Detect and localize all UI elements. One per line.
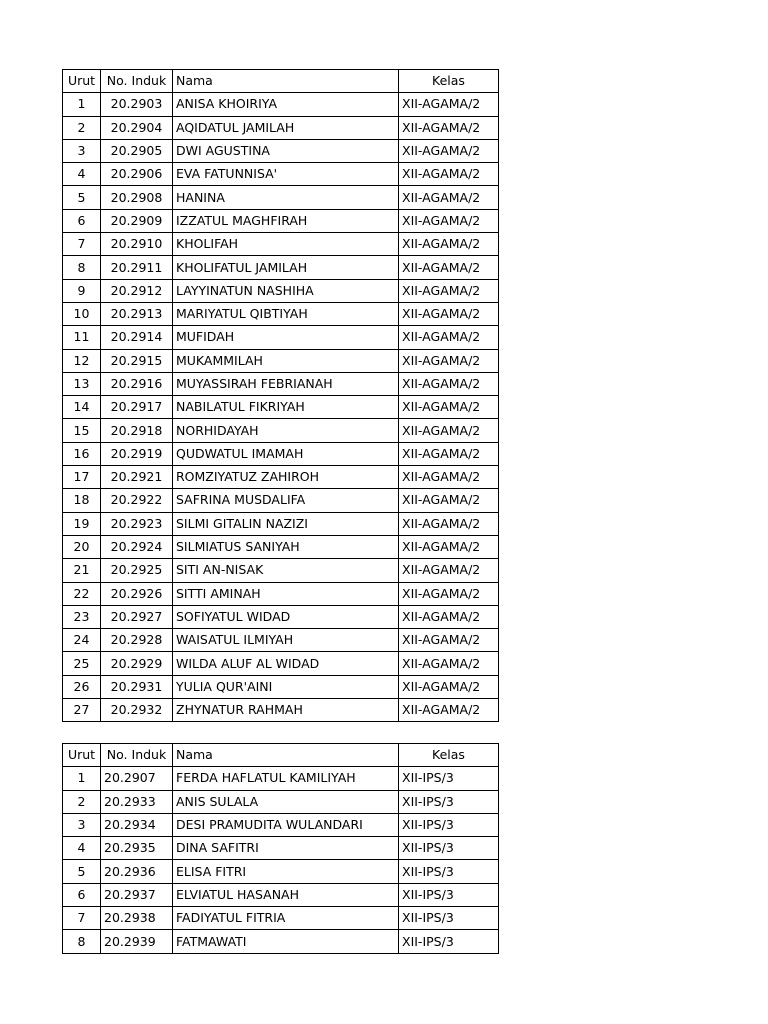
cell-urut: 7 <box>63 907 101 930</box>
cell-no-induk: 20.2910 <box>101 233 173 256</box>
table-row <box>63 466 499 489</box>
cell-kelas: XII-AGAMA/2 <box>399 629 499 652</box>
cell-kelas: XII-IPS/3 <box>399 883 499 906</box>
cell-no-induk: 20.2925 <box>101 559 173 582</box>
table-row <box>63 372 499 395</box>
table-row <box>63 302 499 325</box>
cell-nama: YULIA QUR'AINI <box>173 675 399 698</box>
cell-urut: 5 <box>63 860 101 883</box>
cell-kelas: XII-AGAMA/2 <box>399 605 499 628</box>
cell-urut: 3 <box>63 813 101 836</box>
cell-urut: 19 <box>63 512 101 535</box>
cell-kelas: XII-AGAMA/2 <box>399 93 499 116</box>
cell-no-induk: 20.2919 <box>101 442 173 465</box>
table-row <box>63 652 499 675</box>
table-row <box>63 907 499 930</box>
cell-kelas: XII-AGAMA/2 <box>399 582 499 605</box>
cell-no-induk: 20.2915 <box>101 349 173 372</box>
cell-kelas: XII-AGAMA/2 <box>399 186 499 209</box>
cell-no-induk: 20.2911 <box>101 256 173 279</box>
cell-urut: 4 <box>63 837 101 860</box>
cell-no-induk: 20.2905 <box>101 139 173 162</box>
cell-nama: NABILATUL FIKRIYAH <box>173 396 399 419</box>
cell-urut: 12 <box>63 349 101 372</box>
table-row <box>63 790 499 813</box>
cell-urut: 26 <box>63 675 101 698</box>
table-row <box>63 675 499 698</box>
table-row <box>63 489 499 512</box>
cell-no-induk: 20.2931 <box>101 675 173 698</box>
table-row <box>63 559 499 582</box>
cell-kelas: XII-AGAMA/2 <box>399 559 499 582</box>
cell-no-induk: 20.2904 <box>101 116 173 139</box>
table-row <box>63 813 499 836</box>
cell-no-induk: 20.2922 <box>101 489 173 512</box>
student-table-ips <box>62 743 499 954</box>
cell-urut: 24 <box>63 629 101 652</box>
cell-kelas: XII-AGAMA/2 <box>399 163 499 186</box>
table-row <box>63 279 499 302</box>
table-row <box>63 139 499 162</box>
cell-kelas: XII-IPS/3 <box>399 813 499 836</box>
cell-nama: IZZATUL MAGHFIRAH <box>173 209 399 232</box>
table-row <box>63 349 499 372</box>
cell-nama: ANISA KHOIRIYA <box>173 93 399 116</box>
cell-nama: WILDA ALUF AL WIDAD <box>173 652 399 675</box>
cell-nama: SITTI AMINAH <box>173 582 399 605</box>
cell-nama: SITI AN-NISAK <box>173 559 399 582</box>
cell-no-induk: 20.2916 <box>101 372 173 395</box>
cell-kelas: XII-IPS/3 <box>399 767 499 790</box>
cell-nama: FATMAWATI <box>173 930 399 953</box>
header-kelas: Kelas <box>399 70 499 93</box>
cell-no-induk: 20.2939 <box>101 930 173 953</box>
table-row <box>63 396 499 419</box>
cell-urut: 4 <box>63 163 101 186</box>
cell-no-induk: 20.2914 <box>101 326 173 349</box>
cell-kelas: XII-AGAMA/2 <box>399 442 499 465</box>
cell-nama: DWI AGUSTINA <box>173 139 399 162</box>
cell-nama: FADIYATUL FITRIA <box>173 907 399 930</box>
table-row <box>63 512 499 535</box>
cell-no-induk: 20.2927 <box>101 605 173 628</box>
table-row <box>63 116 499 139</box>
cell-nama: ANIS SULALA <box>173 790 399 813</box>
cell-urut: 1 <box>63 767 101 790</box>
cell-kelas: XII-IPS/3 <box>399 837 499 860</box>
cell-kelas: XII-AGAMA/2 <box>399 326 499 349</box>
cell-nama: MUKAMMILAH <box>173 349 399 372</box>
table-row <box>63 93 499 116</box>
cell-no-induk: 20.2924 <box>101 535 173 558</box>
cell-nama: ROMZIYATUZ ZAHIROH <box>173 466 399 489</box>
cell-no-induk: 20.2935 <box>101 837 173 860</box>
table-row <box>63 419 499 442</box>
table-row <box>63 699 499 722</box>
cell-urut: 7 <box>63 233 101 256</box>
table-row <box>63 837 499 860</box>
cell-kelas: XII-AGAMA/2 <box>399 209 499 232</box>
cell-urut: 6 <box>63 209 101 232</box>
table-header-row <box>63 70 499 93</box>
cell-no-induk: 20.2912 <box>101 279 173 302</box>
table-row <box>63 535 499 558</box>
table-row <box>63 186 499 209</box>
cell-nama: SILMI GITALIN NAZIZI <box>173 512 399 535</box>
cell-urut: 8 <box>63 256 101 279</box>
cell-kelas: XII-AGAMA/2 <box>399 535 499 558</box>
cell-urut: 21 <box>63 559 101 582</box>
cell-no-induk: 20.2934 <box>101 813 173 836</box>
cell-urut: 11 <box>63 326 101 349</box>
cell-nama: KHOLIFAH <box>173 233 399 256</box>
cell-urut: 2 <box>63 790 101 813</box>
cell-kelas: XII-AGAMA/2 <box>399 419 499 442</box>
cell-no-induk: 20.2906 <box>101 163 173 186</box>
cell-urut: 15 <box>63 419 101 442</box>
cell-urut: 17 <box>63 466 101 489</box>
table-row <box>63 233 499 256</box>
cell-no-induk: 20.2929 <box>101 652 173 675</box>
cell-kelas: XII-AGAMA/2 <box>399 256 499 279</box>
cell-no-induk: 20.2933 <box>101 790 173 813</box>
table-row <box>63 860 499 883</box>
cell-no-induk: 20.2917 <box>101 396 173 419</box>
table-row <box>63 256 499 279</box>
cell-no-induk: 20.2926 <box>101 582 173 605</box>
cell-kelas: XII-AGAMA/2 <box>399 699 499 722</box>
table-row <box>63 605 499 628</box>
cell-kelas: XII-AGAMA/2 <box>399 233 499 256</box>
header-no-induk: No. Induk <box>101 744 173 767</box>
cell-kelas: XII-IPS/3 <box>399 860 499 883</box>
cell-kelas: XII-AGAMA/2 <box>399 489 499 512</box>
table-row <box>63 326 499 349</box>
table-row <box>63 163 499 186</box>
cell-no-induk: 20.2909 <box>101 209 173 232</box>
cell-urut: 9 <box>63 279 101 302</box>
table-row <box>63 767 499 790</box>
cell-no-induk: 20.2903 <box>101 93 173 116</box>
student-table-agama <box>62 69 499 722</box>
cell-no-induk: 20.2932 <box>101 699 173 722</box>
cell-nama: DESI PRAMUDITA WULANDARI <box>173 813 399 836</box>
cell-nama: SOFIYATUL WIDAD <box>173 605 399 628</box>
cell-nama: HANINA <box>173 186 399 209</box>
cell-nama: AQIDATUL JAMILAH <box>173 116 399 139</box>
cell-urut: 13 <box>63 372 101 395</box>
cell-nama: DINA SAFITRI <box>173 837 399 860</box>
cell-no-induk: 20.2938 <box>101 907 173 930</box>
cell-nama: LAYYINATUN NASHIHA <box>173 279 399 302</box>
cell-kelas: XII-AGAMA/2 <box>399 349 499 372</box>
cell-no-induk: 20.2923 <box>101 512 173 535</box>
cell-urut: 3 <box>63 139 101 162</box>
cell-nama: SAFRINA MUSDALIFA <box>173 489 399 512</box>
cell-nama: WAISATUL ILMIYAH <box>173 629 399 652</box>
cell-urut: 22 <box>63 582 101 605</box>
cell-urut: 6 <box>63 883 101 906</box>
cell-nama: NORHIDAYAH <box>173 419 399 442</box>
header-nama: Nama <box>173 70 399 93</box>
cell-nama: MUFIDAH <box>173 326 399 349</box>
cell-nama: QUDWATUL IMAMAH <box>173 442 399 465</box>
cell-kelas: XII-IPS/3 <box>399 930 499 953</box>
cell-nama: ELISA FITRI <box>173 860 399 883</box>
header-urut: Urut <box>63 744 101 767</box>
cell-kelas: XII-IPS/3 <box>399 790 499 813</box>
cell-no-induk: 20.2928 <box>101 629 173 652</box>
cell-no-induk: 20.2907 <box>101 767 173 790</box>
cell-kelas: XII-AGAMA/2 <box>399 279 499 302</box>
table-row <box>63 442 499 465</box>
table-row <box>63 629 499 652</box>
table-row <box>63 582 499 605</box>
cell-urut: 27 <box>63 699 101 722</box>
table-row <box>63 883 499 906</box>
cell-urut: 10 <box>63 302 101 325</box>
cell-nama: ELVIATUL HASANAH <box>173 883 399 906</box>
header-nama: Nama <box>173 744 399 767</box>
cell-kelas: XII-AGAMA/2 <box>399 302 499 325</box>
cell-kelas: XII-AGAMA/2 <box>399 396 499 419</box>
cell-no-induk: 20.2921 <box>101 466 173 489</box>
cell-nama: KHOLIFATUL JAMILAH <box>173 256 399 279</box>
cell-no-induk: 20.2918 <box>101 419 173 442</box>
cell-nama: ZHYNATUR RAHMAH <box>173 699 399 722</box>
cell-kelas: XII-AGAMA/2 <box>399 652 499 675</box>
header-no-induk: No. Induk <box>101 70 173 93</box>
cell-kelas: XII-AGAMA/2 <box>399 116 499 139</box>
cell-no-induk: 20.2937 <box>101 883 173 906</box>
cell-urut: 1 <box>63 93 101 116</box>
cell-no-induk: 20.2908 <box>101 186 173 209</box>
cell-kelas: XII-AGAMA/2 <box>399 466 499 489</box>
header-kelas: Kelas <box>399 744 499 767</box>
cell-urut: 20 <box>63 535 101 558</box>
cell-urut: 2 <box>63 116 101 139</box>
cell-urut: 23 <box>63 605 101 628</box>
cell-urut: 18 <box>63 489 101 512</box>
cell-nama: MUYASSIRAH FEBRIANAH <box>173 372 399 395</box>
table-row <box>63 209 499 232</box>
cell-kelas: XII-AGAMA/2 <box>399 512 499 535</box>
cell-urut: 25 <box>63 652 101 675</box>
cell-urut: 16 <box>63 442 101 465</box>
cell-no-induk: 20.2936 <box>101 860 173 883</box>
cell-urut: 14 <box>63 396 101 419</box>
table-row <box>63 930 499 953</box>
cell-kelas: XII-AGAMA/2 <box>399 675 499 698</box>
cell-nama: MARIYATUL QIBTIYAH <box>173 302 399 325</box>
cell-kelas: XII-AGAMA/2 <box>399 139 499 162</box>
cell-nama: SILMIATUS SANIYAH <box>173 535 399 558</box>
table-header-row <box>63 744 499 767</box>
cell-urut: 8 <box>63 930 101 953</box>
cell-nama: FERDA HAFLATUL KAMILIYAH <box>173 767 399 790</box>
cell-nama: EVA FATUNNISA' <box>173 163 399 186</box>
cell-urut: 5 <box>63 186 101 209</box>
cell-kelas: XII-IPS/3 <box>399 907 499 930</box>
header-urut: Urut <box>63 70 101 93</box>
cell-kelas: XII-AGAMA/2 <box>399 372 499 395</box>
cell-no-induk: 20.2913 <box>101 302 173 325</box>
